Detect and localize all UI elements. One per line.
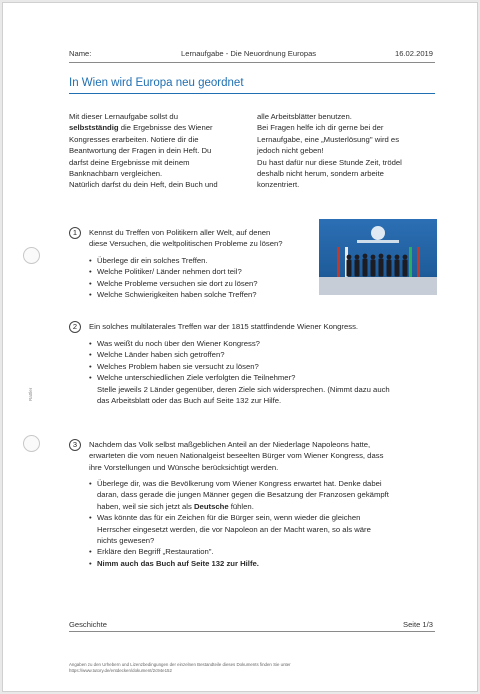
list-item: • Welche Schwierigkeiten haben solche Treffen? xyxy=(89,289,258,300)
task-3-question-line: Nachdem das Volk selbst maßgeblichen Anteil an der Niederlage Napoleons hatte, xyxy=(89,440,371,449)
list-item-line xyxy=(97,501,389,512)
flag-icon xyxy=(337,247,340,277)
conference-photo xyxy=(319,219,437,295)
task-3-question-line: erwarteten die vom neuen Nationalgeist beseelten Bürger vom Wiener Kongress, dass xyxy=(89,451,384,461)
footer-page-number: Seite 1/3 xyxy=(403,620,433,629)
header-name-label: Name: xyxy=(69,49,92,58)
list-item xyxy=(89,512,389,546)
intro-left-line: Beantwortung der Fragen in dein Heft. Du xyxy=(69,146,212,156)
task-number-3: 3 xyxy=(69,439,81,451)
header-divider xyxy=(69,62,435,63)
list-item: • Erkläre den Begriff „Restauration". xyxy=(89,546,389,557)
header-worksheet-title: Lernaufgabe - Die Neuordnung Europas xyxy=(181,49,317,58)
bold-word: Deutsche xyxy=(194,501,229,511)
intro-left-column xyxy=(69,111,247,191)
list-item: • Welches Problem haben sie versucht zu lösen? xyxy=(89,361,390,372)
flag-icon xyxy=(417,247,420,277)
footer-divider xyxy=(69,631,435,632)
emblem-icon xyxy=(371,226,385,240)
punch-hole-top xyxy=(23,247,40,264)
intro-left-line xyxy=(69,122,247,133)
intro-right-line: Lernaufgabe, eine „Musterlösung" wird es xyxy=(257,134,400,144)
footer-subject: Geschichte xyxy=(69,620,107,629)
intro-bold-word: selbstständig xyxy=(69,123,119,133)
task-number-1: 1 xyxy=(69,227,81,239)
list-item: • Welche Probleme versuchen sie dort zu lösen? xyxy=(89,278,258,289)
banner-text-strip xyxy=(357,240,399,243)
list-item-text: haben, weil sie sich jetzt als xyxy=(97,501,194,511)
intro-right-line: deshalb nicht herum, sondern arbeite xyxy=(257,169,384,179)
flag-icon xyxy=(409,247,412,277)
stage-floor xyxy=(319,277,437,295)
side-author-label: Rattler xyxy=(28,387,33,401)
intro-left-line: darfst deine Ergebnisse mit deinem xyxy=(69,157,190,167)
list-item-line: • Was könnte das für ein Zeichen für die Bürger sein, wenn wieder die gleichen xyxy=(97,513,361,523)
intro-right-line: konzentriert. xyxy=(257,180,300,190)
list-item-line: nichts gewesen? xyxy=(97,536,155,546)
worksheet-page xyxy=(2,2,478,692)
task-2-bullets xyxy=(89,338,390,406)
list-item xyxy=(89,478,389,512)
list-item: • Was weißt du noch über den Wiener Kongress? xyxy=(89,338,390,349)
task-1-question-line: diese Versuchen, die weltpolitischen Probleme zu lösen? xyxy=(89,239,283,249)
intro-left-line: Natürlich darfst du dein Heft, dein Buch und xyxy=(69,180,218,190)
page-title: In Wien wird Europa neu geordnet xyxy=(69,77,244,89)
list-item-line: • Überlege dir, was die Bevölkerung vom Wiener Kongress erwartet hat. Denke dabei xyxy=(97,479,382,488)
punch-hole-bottom xyxy=(23,435,40,452)
footer-legal-note xyxy=(69,662,369,674)
bold-instruction: Nimm auch das Buch auf Seite 132 zur Hilfe. xyxy=(97,558,259,568)
legal-link[interactable]: https://www.tutory.de/entdecken/dokument/2c94e152 xyxy=(69,668,172,674)
intro-right-column xyxy=(257,111,447,191)
list-item: • Überlege dir ein solches Treffen. xyxy=(89,255,258,266)
task-2-followup-line: Stelle jeweils 2 Länder gegenüber, deren Ziele sich widersprechen. (Nimmt dazu auch xyxy=(97,384,390,394)
task-2-question: Ein solches multilaterales Treffen war der 1815 stattfindende Wiener Kongress. xyxy=(89,322,359,331)
task-1-question-line: Kennst du Treffen von Politikern aller Welt, auf denen xyxy=(89,228,271,237)
intro-right-line: alle Arbeitsblätter benutzen. xyxy=(257,112,352,121)
list-item-line: Herrscher eingesetzt werden, die vor Napoleon an der Macht waren, so als wäre xyxy=(97,524,371,534)
legal-line: Angaben zu den Urhebern und Lizenzbedingungen der einzelnen Bestandteile dieses Dokuments finden Sie unter xyxy=(69,662,291,667)
intro-right-line: Du hast dafür nur diese Stunde Zeit, trödel xyxy=(257,157,402,167)
list-item-line: daran, dass gerade die jungen Männer gegen die Besatzung der Franzosen gekämpft xyxy=(97,490,389,500)
intro-left-line: Kongresses erarbeiten. Notiere dir die xyxy=(69,134,199,144)
list-item: • Welche Länder haben sich getroffen? xyxy=(89,349,390,360)
intro-left-text: die Ergebnisse des Wiener xyxy=(118,123,213,133)
list-item: • Welche unterschiedlichen Ziele verfolgten die Teilnehmer? xyxy=(89,372,390,383)
task-3-question xyxy=(89,439,383,473)
intro-right-line: jedoch nicht geben! xyxy=(257,146,324,156)
intro-left-line: Mit dieser Lernaufgabe sollst du xyxy=(69,112,178,121)
task-1-bullets xyxy=(89,255,258,301)
task-number-2: 2 xyxy=(69,321,81,333)
list-item-text: fühlen. xyxy=(228,501,254,511)
list-item xyxy=(89,558,389,569)
title-underline xyxy=(69,93,435,94)
intro-right-line: Bei Fragen helfe ich dir gerne bei der xyxy=(257,123,384,133)
task-3-question-line: ihre Vorstellungen und Wünsche berücksichtigt werden. xyxy=(89,462,279,472)
list-item: • Welche Politiker/ Länder nehmen dort teil? xyxy=(89,266,258,277)
header-date: 16.02.2019 xyxy=(395,49,434,58)
task-1-question xyxy=(89,227,283,250)
task-3-bullets xyxy=(89,478,389,569)
intro-left-line: Banknachbarn vergleichen. xyxy=(69,169,163,179)
task-2-followup-line: das Arbeitsblatt oder das Buch auf Seite 132 zur Hilfe. xyxy=(97,396,282,406)
